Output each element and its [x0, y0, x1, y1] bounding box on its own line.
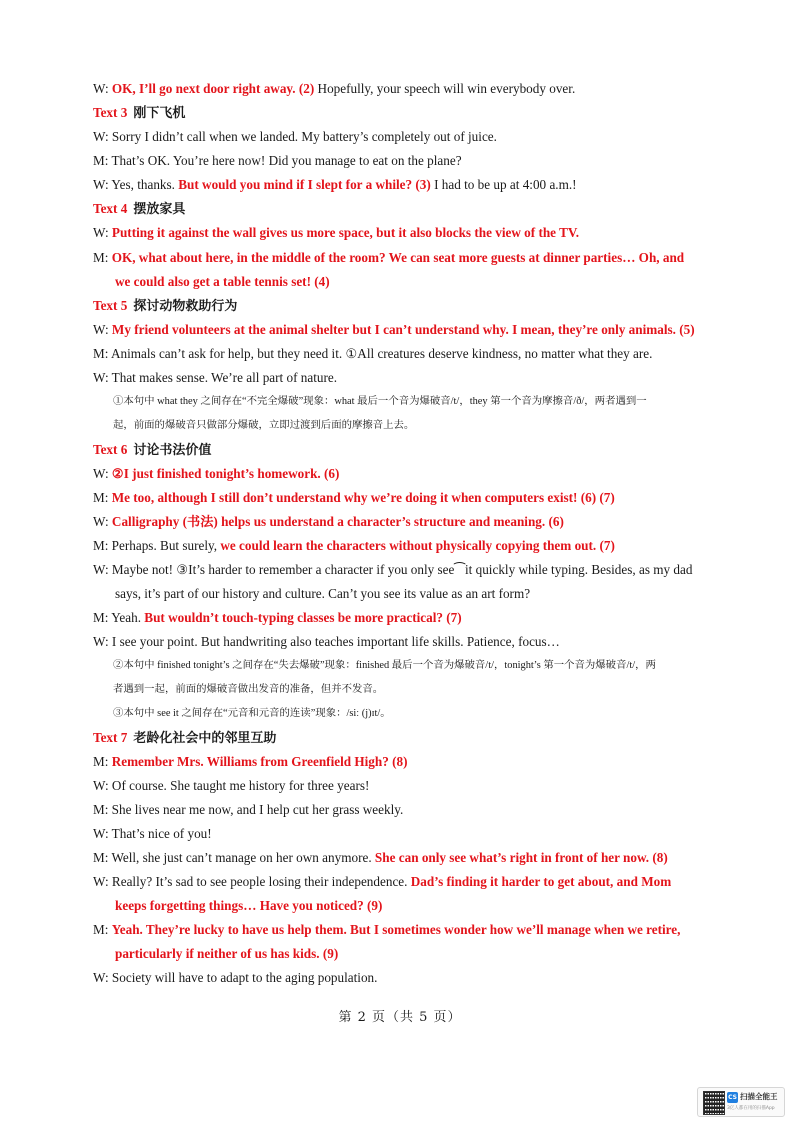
highlighted-answer-text: Calligraphy (书法) helps us understand a character’s structure and meaning. (6) [111, 514, 564, 529]
dialogue-text: W: [93, 225, 112, 240]
dialogue-line [93, 489, 713, 507]
section-number: Text 7 [93, 730, 128, 745]
dialogue-line [93, 633, 713, 651]
highlighted-answer-text: Me too, although I still don’t understand why we’re doing it when computers exist! (6) (7) [111, 490, 615, 505]
dialogue-text: ③本句中 see it 之间存在“元音和元音的连读”现象：/siː (j)ɪt/。 [113, 708, 391, 719]
highlighted-answer-text: Remember Mrs. Williams from Greenfield High? (8) [111, 754, 408, 769]
highlighted-answer-text: OK, what about here, in the middle of the room? We can seat more guests at dinner parties… Oh, and [111, 250, 685, 265]
dialogue-line [93, 321, 713, 339]
dialogue-text: W: Yes, thanks. [93, 177, 179, 192]
pronunciation-note [113, 657, 713, 675]
dialogue-text: Hopefully, your speech will win everybody over. [314, 81, 576, 96]
dialogue-text: W: [93, 322, 112, 337]
dialogue-text: W: That’s nice of you! [93, 826, 212, 841]
dialogue-line [115, 585, 715, 603]
highlighted-answer-text: OK, I’ll go next door right away. (2) [111, 81, 315, 96]
section-heading [93, 104, 713, 123]
highlighted-answer-text: we could also get a table tennis set! (4) [115, 274, 330, 289]
camscanner-watermark [697, 1087, 785, 1117]
highlighted-answer-text: But would you mind if I slept for a while? (3) [178, 177, 431, 192]
highlighted-answer-text: ②I just finished tonight’s homework. (6) [111, 466, 340, 481]
page-footer: 第 2 页（共 5 页） [338, 1010, 462, 1025]
dialogue-text: M: She lives near me now, and I help cut her grass weekly. [93, 802, 404, 817]
section-number: Text 5 [93, 298, 128, 313]
dialogue-text: M: Well, she just can’t manage on her own anymore. [93, 850, 375, 865]
pronunciation-note [113, 681, 713, 699]
section-heading [93, 441, 713, 460]
section-number: Text 4 [93, 201, 128, 216]
dialogue-line [115, 945, 715, 963]
dialogue-text: M: That’s OK. You’re here now! Did you manage to eat on the plane? [93, 153, 462, 168]
section-heading [93, 729, 713, 748]
dialogue-line [93, 921, 713, 939]
highlighted-answer-text: we could learn the characters without physically copying them out. (7) [220, 538, 615, 553]
section-topic: 老龄化社会中的邻里互助 [133, 731, 277, 746]
dialogue-line [93, 345, 713, 363]
watermark-brand: 扫描全能王 [740, 1092, 778, 1101]
dialogue-text: W: Of course. She taught me history for three years! [93, 778, 370, 793]
dialogue-line [93, 176, 713, 194]
qr-code-icon [703, 1091, 725, 1115]
section-heading [93, 200, 713, 219]
dialogue-text: W: Sorry I didn’t call when we landed. My battery’s completely out of juice. [93, 129, 497, 144]
dialogue-line [115, 897, 715, 915]
dialogue-line [93, 537, 713, 555]
dialogue-line [93, 128, 713, 146]
dialogue-line [93, 609, 713, 627]
dialogue-line [93, 249, 713, 267]
dialogue-line [93, 465, 713, 483]
section-topic: 探讨动物救助行为 [133, 299, 238, 314]
dialogue-line [93, 801, 713, 819]
dialogue-text: M: Perhaps. But surely, [93, 538, 221, 553]
pronunciation-note [113, 393, 713, 411]
dialogue-line [93, 777, 713, 795]
dialogue-line [93, 80, 713, 98]
dialogue-text: I had to be up at 4:00 a.m.! [430, 177, 577, 192]
highlighted-answer-text: keeps forgetting things… Have you noticed? (9) [115, 898, 383, 913]
section-number: Text 3 [93, 105, 128, 120]
dialogue-text: W: I see your point. But handwriting also teaches important life skills. Patience, focus… [93, 634, 560, 649]
dialogue-text: M: Animals can’t ask for help, but they need it. ①All creatures deserve kindness, no matter what they are. [93, 346, 653, 361]
dialogue-line [93, 753, 713, 771]
highlighted-answer-text: My friend volunteers at the animal shelter but I can’t understand why. I mean, they’re only animals. (5) [111, 322, 695, 337]
section-topic: 讨论书法价值 [133, 443, 212, 458]
section-number: Text 6 [93, 442, 128, 457]
pronunciation-note [113, 705, 713, 723]
dialogue-text: W: That makes sense. We’re all part of nature. [93, 370, 338, 385]
dialogue-text: 者遇到一起，前面的爆破音做出发音的准备，但并不发音。 [113, 684, 384, 695]
highlighted-answer-text: Yeah. They’re lucky to have us help them. But I sometimes wonder how we’ll manage when we retire, [111, 922, 681, 937]
dialogue-text: M: [93, 490, 112, 505]
pronunciation-note [113, 417, 713, 435]
dialogue-line [93, 849, 713, 867]
dialogue-line [93, 825, 713, 843]
dialogue-text: ①本句中 what they 之间存在“不完全爆破”现象：what 最后一个音为爆破音/t/，they 第一个音为摩擦音/ð/，两者遇到一 [113, 396, 647, 407]
watermark-tagline: 3亿人都在用的扫描App [727, 1106, 775, 1111]
highlighted-answer-text: Putting it against the wall gives us more space, but it also blocks the view of the TV. [111, 225, 579, 240]
camscanner-logo-icon: CS [728, 1094, 737, 1101]
dialogue-text: W: [93, 81, 112, 96]
dialogue-text: 起，前面的爆破音只做部分爆破，立即过渡到后面的摩擦音上去。 [113, 420, 415, 431]
dialogue-text: W: Really? It’s sad to see people losing their independence. [93, 874, 411, 889]
dialogue-text: M: Yeah. [93, 610, 145, 625]
dialogue-line [93, 873, 713, 891]
highlighted-answer-text: But wouldn’t touch-typing classes be more practical? (7) [144, 610, 462, 625]
dialogue-text: W: Society will have to adapt to the aging population. [93, 970, 378, 985]
dialogue-line [93, 513, 713, 531]
section-topic: 摆放家具 [133, 202, 186, 217]
section-topic: 刚下飞机 [133, 106, 186, 121]
dialogue-text: ②本句中 finished tonight’s 之间存在“失去爆破”现象：finished 最后一个音为爆破音/t/，tonight’s 第一个音为爆破音/t/，两 [113, 660, 656, 671]
dialogue-line [93, 152, 713, 170]
dialogue-text: M: [93, 754, 112, 769]
highlighted-answer-text: Dad’s finding it harder to get about, and Mom [410, 874, 672, 889]
dialogue-line [93, 369, 713, 387]
highlighted-answer-text: She can only see what’s right in front of her now. (8) [374, 850, 668, 865]
section-heading [93, 297, 713, 316]
dialogue-text: M: [93, 922, 112, 937]
dialogue-line [93, 969, 713, 987]
dialogue-text: W: [93, 466, 112, 481]
dialogue-line [115, 273, 715, 291]
dialogue-text: M: [93, 250, 112, 265]
dialogue-text: W: Maybe not! ③It’s harder to remember a character if you only see⁀it quickly while typing. Besides, as my dad [93, 562, 693, 577]
highlighted-answer-text: particularly if neither of us has kids. (9) [115, 946, 339, 961]
dialogue-text: says, it’s part of our history and culture. Can’t you see its value as an art form? [115, 586, 531, 601]
dialogue-line [93, 224, 713, 242]
dialogue-line [93, 561, 713, 579]
dialogue-text: W: [93, 514, 112, 529]
